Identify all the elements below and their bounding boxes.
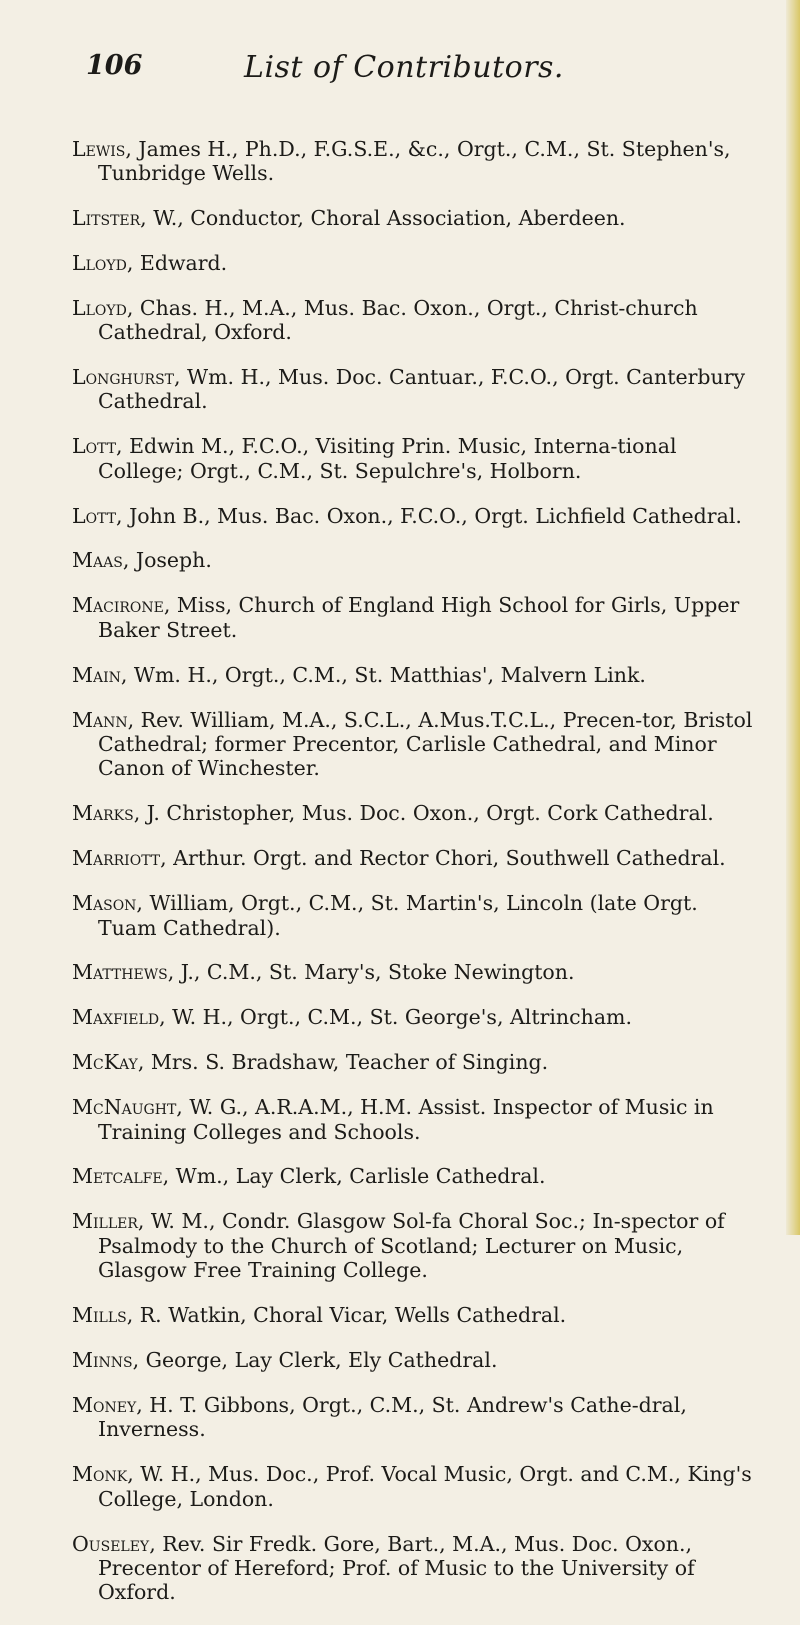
contributor-surname: Ouseley	[72, 1531, 150, 1556]
contributor-surname: Maxfield	[72, 1005, 160, 1030]
contributor-surname: Lloyd	[72, 250, 127, 275]
contributor-surname: Miller	[72, 1209, 138, 1234]
contributor-details: , W. M., Condr. Glasgow Sol-fa Choral Soc.; In-spector of Psalmody to the Church of Scotland; Lecturer on Music, Glasgow Free Training College.	[98, 1209, 725, 1283]
contributor-entry	[72, 365, 762, 414]
contributor-surname: Marriott	[72, 846, 161, 871]
contributor-list	[72, 116, 762, 1625]
contributor-entry	[72, 548, 762, 572]
contributor-entry	[72, 137, 762, 186]
contributor-entry	[72, 960, 762, 984]
contributor-entry	[72, 434, 762, 483]
contributor-entry	[72, 1095, 762, 1144]
contributor-details: , W. G., A.R.A.M., H.M. Assist. Inspector of Music in Training Colleges and Schools.	[98, 1095, 714, 1144]
contributor-entry	[72, 1050, 762, 1074]
contributor-entry	[72, 663, 762, 687]
contributor-details: , Wm. H., Orgt., C.M., St. Matthias', Malvern Link.	[120, 662, 646, 687]
contributor-details: , Edward.	[126, 250, 228, 275]
contributor-details: , Arthur. Orgt. and Rector Chori, Southwell Cathedral.	[160, 846, 726, 871]
contributor-details: , J., C.M., St. Mary's, Stoke Newington.	[167, 960, 575, 985]
contributor-surname: Money	[72, 1392, 137, 1417]
contributor-details: , William, Orgt., C.M., St. Martin's, Lincoln (late Orgt. Tuam Cathedral).	[98, 891, 698, 940]
contributor-details: , W. H., Mus. Doc., Prof. Vocal Music, Orgt. and C.M., King's College, London.	[98, 1462, 752, 1511]
contributor-surname: Longhurst	[72, 364, 175, 389]
contributor-details: , Miss, Church of England High School for Girls, Upper Baker Street.	[98, 593, 740, 642]
contributor-details: , J. Christopher, Mus. Doc. Oxon., Orgt. Cork Cathedral.	[133, 801, 714, 826]
contributor-details: , W., Conductor, Choral Association, Aberdeen.	[140, 205, 626, 230]
contributor-details: , Mrs. S. Bradshaw, Teacher of Singing.	[137, 1050, 549, 1075]
page-edge	[786, 0, 800, 1235]
page-header	[74, 50, 734, 90]
contributor-entry	[72, 1462, 762, 1511]
contributor-surname: Monk	[72, 1462, 128, 1487]
contributor-entry	[72, 593, 762, 642]
contributor-surname: Lewis	[72, 136, 126, 161]
contributor-details: , Rev. Sir Fredk. Gore, Bart., M.A., Mus. Doc. Oxon., Precentor of Hereford; Prof. of Music to the University of Oxford.	[98, 1531, 695, 1605]
contributor-surname: Mann	[72, 707, 128, 732]
contributor-entry	[72, 251, 762, 275]
contributor-entry	[72, 1303, 762, 1327]
contributor-surname: Lott	[72, 503, 117, 528]
page-number: 106	[86, 50, 143, 81]
contributor-surname: Mason	[72, 891, 137, 916]
contributor-surname: Minns	[72, 1348, 133, 1372]
contributor-entry	[72, 504, 762, 528]
contributor-details: , R. Watkin, Choral Vicar, Wells Cathedral.	[126, 1303, 567, 1328]
contributor-entry	[72, 1393, 762, 1442]
contributor-surname: Litster	[72, 205, 141, 230]
contributor-entry	[72, 801, 762, 825]
contributor-surname: Matthews	[72, 960, 168, 985]
contributor-details: , Wm. H., Mus. Doc. Cantuar., F.C.O., Orgt. Canterbury Cathedral.	[98, 364, 746, 414]
contributor-entry	[72, 1005, 762, 1029]
contributor-entry	[72, 708, 762, 781]
contributor-entry	[72, 1209, 762, 1282]
contributor-surname: Main	[72, 662, 121, 687]
contributor-entry	[72, 1164, 762, 1188]
contributor-surname: Maas	[72, 548, 123, 573]
contributor-details: , Edwin M., F.C.O., Visiting Prin. Music, Interna-tional College; Orgt., C.M., St. Sepulchre's, Holborn.	[98, 434, 677, 483]
running-title: List of Contributors.	[244, 50, 564, 85]
contributor-entry	[72, 1532, 762, 1605]
contributor-surname: Mills	[72, 1303, 127, 1328]
contributor-surname: McKay	[72, 1050, 138, 1075]
contributor-details: , Rev. William, M.A., S.C.L., A.Mus.T.C.L., Precen-tor, Bristol Cathedral; former Precentor, Carlisle Cathedral, and Minor Canon of Winchester.	[98, 707, 753, 781]
contributor-details: , Wm., Lay Clerk, Carlisle Cathedral.	[162, 1164, 546, 1189]
contributor-details: , John B., Mus. Bac. Oxon., F.C.O., Orgt. Lichfield Cathedral.	[116, 503, 742, 528]
contributor-surname: Macirone	[72, 593, 164, 618]
contributor-surname: Marks	[72, 801, 134, 826]
contributor-details: , James H., Ph.D., F.G.S.E., &c., Orgt., C.M., St. Stephen's, Tunbridge Wells.	[98, 136, 731, 185]
contributor-surname: Metcalfe	[72, 1164, 163, 1189]
contributor-surname: Lott	[72, 434, 117, 459]
contributor-entry	[72, 891, 762, 940]
contributor-details: , H. T. Gibbons, Orgt., C.M., St. Andrew's Cathe-dral, Inverness.	[98, 1392, 687, 1442]
contributor-entry	[72, 1348, 762, 1372]
contributor-surname: Lloyd	[72, 295, 127, 320]
contributor-entry	[72, 206, 762, 230]
contributor-details: , Joseph.	[122, 548, 212, 573]
contributor-entry	[72, 296, 762, 345]
contributor-details: , George, Lay Clerk, Ely Cathedral.	[132, 1348, 498, 1372]
contributor-surname: McNaught	[72, 1095, 177, 1120]
contributor-details: , W. H., Orgt., C.M., St. George's, Altrincham.	[159, 1005, 632, 1030]
contributor-details: , Chas. H., M.A., Mus. Bac. Oxon., Orgt., Christ-church Cathedral, Oxford.	[98, 295, 698, 345]
contributor-entry	[72, 846, 762, 870]
